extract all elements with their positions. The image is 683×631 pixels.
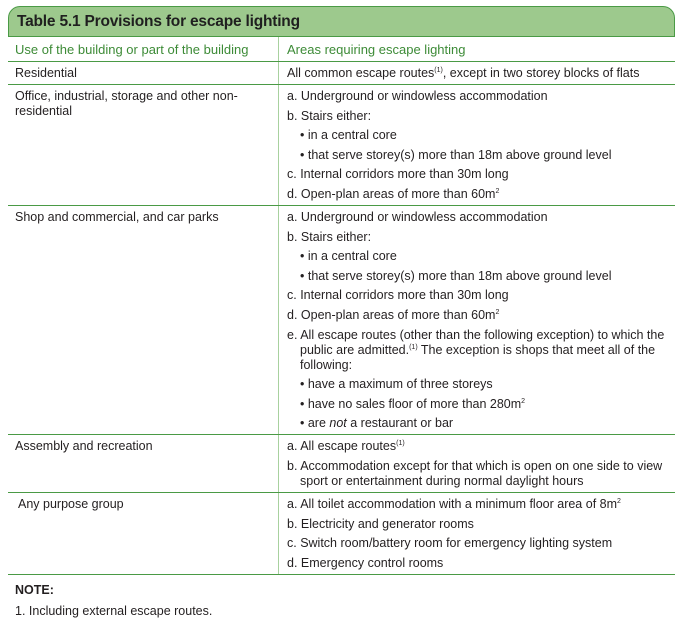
table-row — [8, 85, 675, 206]
bullet-item — [287, 377, 675, 392]
table-title: Table 5.1 Provisions for escape lighting — [17, 12, 300, 30]
item-text-after: The exception is shops that meet all of the following: — [300, 342, 656, 372]
bullet-item — [287, 128, 675, 143]
table-row — [8, 493, 675, 575]
item-text: • in a central core — [300, 128, 397, 143]
item-text: • are — [300, 416, 330, 431]
list-item — [287, 89, 675, 104]
item-text: c. Switch room/battery room for emergency lighting system — [287, 536, 613, 551]
item-text: All common escape routes — [287, 66, 435, 80]
item-superscript: 2 — [495, 187, 500, 195]
list-item — [287, 556, 675, 571]
list-item — [287, 517, 675, 532]
list-item — [287, 459, 675, 489]
list-item — [287, 210, 675, 225]
use-cell: Residential — [15, 66, 77, 80]
item-text: a. Underground or windowless accommodation — [287, 209, 548, 224]
bullet-item — [287, 397, 675, 412]
item-text: b. Stairs either: — [287, 229, 372, 244]
item-text: b. Electricity and generator rooms — [287, 516, 474, 531]
list-item — [287, 109, 675, 124]
use-cell: Any purpose group — [18, 496, 124, 511]
list-item — [287, 167, 675, 182]
escape-lighting-table — [8, 6, 675, 618]
table-row — [8, 62, 675, 85]
item-emphasis: not — [329, 416, 347, 431]
use-cell: Assembly and recreation — [15, 439, 153, 454]
list-item — [287, 230, 675, 245]
list-item — [287, 288, 675, 303]
areas-cell — [278, 206, 675, 434]
item-text: a. All toilet accommodation with a minimum floor area of 8m — [287, 496, 617, 511]
table-title-bar — [8, 6, 675, 37]
item-text: • that serve storey(s) more than 18m above ground level — [300, 147, 612, 162]
areas-cell — [278, 493, 675, 574]
header-areas: Areas requiring escape lighting — [278, 37, 675, 61]
item-text: b. Accommodation except for that which is open on one side to view sport or entertainment during normal daylight hours — [287, 458, 663, 488]
item-text: a. Underground or windowless accommodation — [287, 89, 548, 103]
item-text: e. All escape routes (other than the following exception) to which the public are admitted. — [287, 327, 665, 357]
list-item — [287, 308, 675, 323]
item-text: c. Internal corridors more than 30m long — [287, 288, 509, 303]
list-item — [287, 66, 675, 81]
item-text: • in a central core — [300, 249, 397, 264]
item-superscript: (1) — [434, 67, 443, 74]
item-superscript: 2 — [617, 497, 621, 505]
table-body — [8, 62, 675, 575]
header-use: Use of the building or part of the building — [15, 41, 249, 57]
use-cell: Office, industrial, storage and other non-residential — [15, 89, 238, 118]
item-superscript: (1) — [396, 440, 405, 448]
item-superscript: (1) — [409, 343, 418, 351]
bullet-item — [287, 249, 675, 264]
list-item — [287, 439, 675, 454]
list-item — [287, 536, 675, 551]
item-text: d. Open-plan areas of more than 60m — [287, 186, 496, 201]
table-row — [8, 206, 675, 435]
item-text: • have a maximum of three storeys — [300, 377, 493, 392]
areas-cell — [278, 435, 675, 492]
areas-cell — [278, 85, 675, 205]
item-text-after: a restaurant or bar — [346, 416, 454, 431]
note-title: NOTE: — [15, 582, 54, 597]
item-text: d. Open-plan areas of more than 60m — [287, 307, 496, 322]
bullet-item — [287, 148, 675, 163]
bullet-item — [287, 416, 675, 431]
item-superscript: 2 — [521, 397, 526, 405]
note-text: 1. Including external escape routes. — [15, 603, 213, 618]
item-text: • that serve storey(s) more than 18m above ground level — [300, 268, 612, 283]
item-text: c. Internal corridors more than 30m long — [287, 167, 509, 182]
item-text: b. Stairs either: — [287, 108, 372, 123]
table-note — [8, 583, 675, 618]
item-text: • have no sales floor of more than 280m — [300, 396, 522, 411]
item-superscript: 2 — [495, 308, 500, 316]
table-header-row — [8, 37, 675, 62]
item-text: d. Emergency control rooms — [287, 555, 444, 570]
areas-cell — [278, 62, 675, 84]
list-item — [287, 187, 675, 202]
item-text-after: , except in two storey blocks of flats — [442, 66, 640, 80]
list-item — [287, 497, 675, 512]
bullet-item — [287, 269, 675, 284]
use-cell: Shop and commercial, and car parks — [15, 209, 219, 224]
table-row — [8, 435, 675, 493]
item-text: a. All escape routes — [287, 439, 397, 454]
list-item — [287, 328, 675, 373]
